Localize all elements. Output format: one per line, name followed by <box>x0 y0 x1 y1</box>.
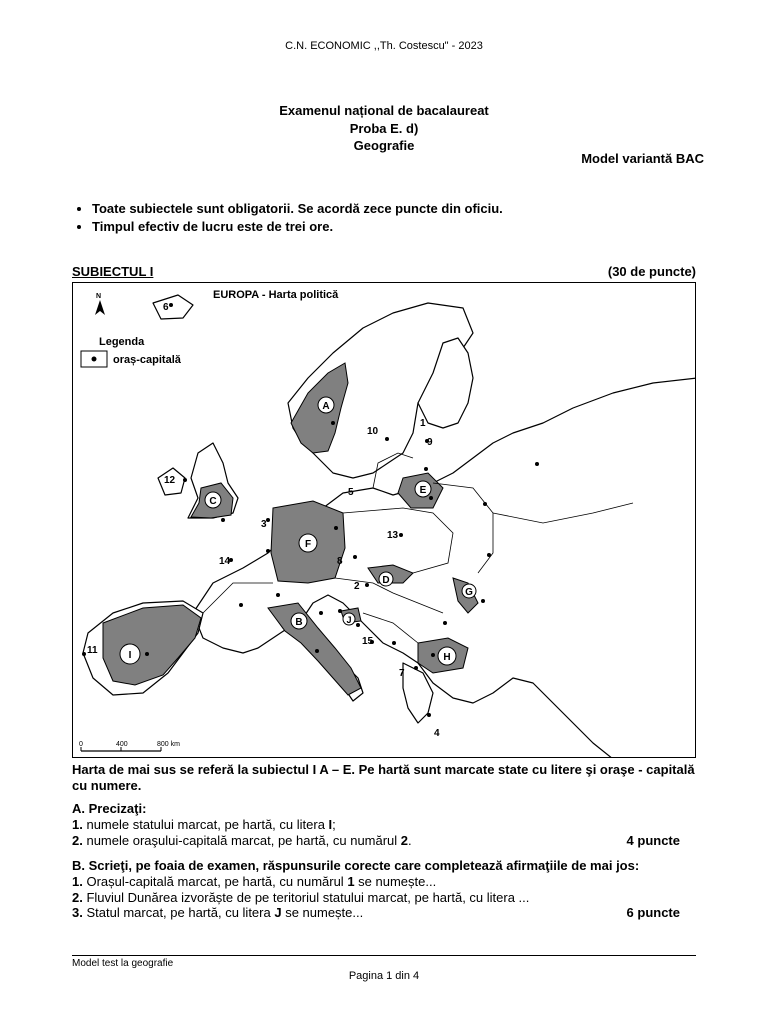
marker-A: A <box>322 401 330 412</box>
rule-item: • Toate subiectele sunt obligatorii. Se acordă zece puncte din oficiu. <box>92 200 503 218</box>
label-4: 4 <box>434 728 440 739</box>
legend-item: oraș-capitală <box>113 354 181 366</box>
marker-H: H <box>443 652 451 663</box>
scale-bar <box>79 741 180 751</box>
marker-B: B <box>295 617 303 628</box>
section-b-heading: B. Scrieţi, pe foaia de examen, răspunsurile corecte care completează afirmaţiile de mai jos: <box>72 858 640 873</box>
north-arrow-icon <box>95 300 105 315</box>
label-15: 15 <box>362 636 374 647</box>
label-6: 6 <box>163 302 169 313</box>
rule-item: • Timpul efectiv de lucru este de trei ore. <box>92 218 503 236</box>
state-I-spain <box>103 605 201 685</box>
scale-0: 0 <box>79 741 83 748</box>
section-b-item-3: 3. Statul marcat, pe hartă, cu litera J se numește... 6 puncte <box>72 905 680 920</box>
label-5: 5 <box>348 487 354 498</box>
north-label: N <box>96 293 102 300</box>
section-a-points: 4 puncte <box>626 833 680 848</box>
label-13: 13 <box>387 530 399 541</box>
exam-test: Proba E. d) <box>349 121 419 136</box>
europe-map <box>72 282 696 758</box>
marker-G: G <box>465 587 473 598</box>
section-b-item-2: 2. Fluviul Dunărea izvorăște de pe teritoriul statului marcat, pe hartă, cu litera ... <box>72 890 530 905</box>
model-label: Model variantă BAC <box>581 151 704 166</box>
legend-title: Legenda <box>99 336 145 348</box>
exam-subject: Geografie <box>353 138 415 153</box>
section-b-item-1: 1. Orașul-capitală marcat, pe hartă, cu numărul 1 se numește... <box>72 874 437 889</box>
page-header: C.N. ECONOMIC ,,Th. Costescu" - 2023 <box>285 40 483 52</box>
page-number: Pagina 1 din 4 <box>348 970 420 982</box>
label-9: 9 <box>427 437 433 448</box>
label-7: 7 <box>399 668 405 679</box>
label-14: 14 <box>219 556 231 567</box>
subject-heading <box>72 264 696 279</box>
exam-title: Examenul național de bacalaureat <box>279 103 489 118</box>
label-12: 12 <box>164 475 176 486</box>
label-11: 11 <box>87 645 98 656</box>
section-b-points: 6 puncte <box>626 905 680 920</box>
scale-800: 800 km <box>157 741 180 748</box>
marker-D: D <box>382 575 390 586</box>
section-a-item-2: 2. numele oraşului-capitală marcat, pe hartă, cu numărul 2. 4 puncte <box>72 833 680 848</box>
marker-I: I <box>128 650 132 661</box>
label-3: 3 <box>261 519 267 530</box>
capital-dot-icon <box>92 357 97 362</box>
land-mainland <box>193 378 696 758</box>
marker-E: E <box>419 485 427 496</box>
label-1: 1 <box>420 418 426 429</box>
section-a-item-1: 1. numele statului marcat, pe hartă, cu litera I; <box>72 817 336 832</box>
marker-C: C <box>209 496 217 507</box>
map-title: EUROPA - Harta politică <box>213 289 339 301</box>
footer-rule <box>72 955 696 956</box>
label-10: 10 <box>367 426 379 437</box>
scale-400: 400 <box>116 741 128 748</box>
rules-list <box>72 200 503 236</box>
label-2: 2 <box>354 581 360 592</box>
marker-J: J <box>346 615 352 625</box>
subject-points: (30 de puncte) <box>607 264 696 279</box>
footer-left: Model test la geografie <box>72 958 174 969</box>
subject-name: SUBIECTUL I <box>72 264 154 279</box>
map-intro: Harta de mai sus se referă la subiectul I A – E. Pe hartă sunt marcate state cu litere şi oraşe - capitală cu numere. <box>72 762 695 793</box>
map-svg <box>73 283 696 758</box>
marker-F: F <box>304 539 312 550</box>
land-iceland <box>153 295 193 319</box>
label-8: 8 <box>337 556 343 567</box>
section-a-heading: A. Precizaţi: <box>72 801 147 816</box>
